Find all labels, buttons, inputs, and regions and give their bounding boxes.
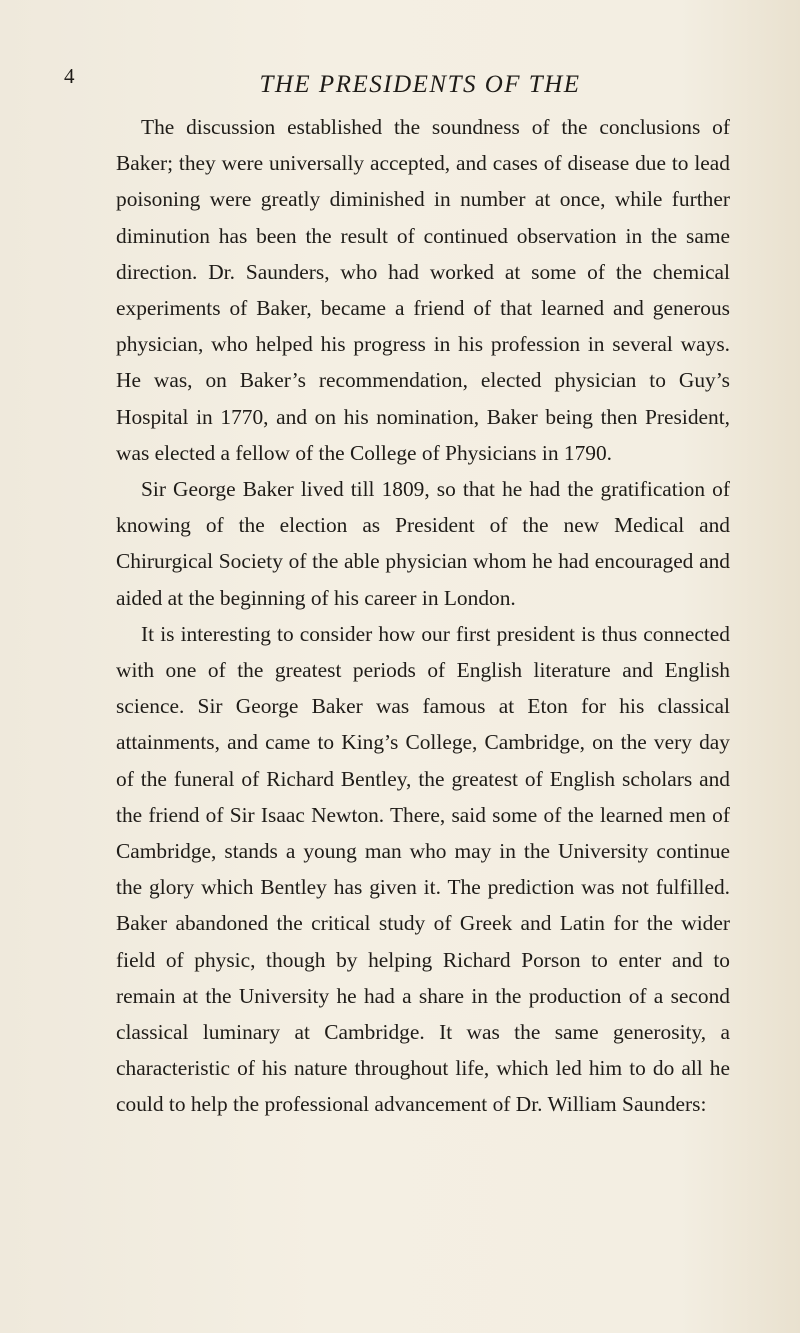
paragraph-2: Sir George Baker lived till 1809, so that he had the gratification of knowing of the election as President of the new Medical and Chirurgical Society of the able physician whom he had encouraged and aided at the beginning of his career in London. [116,477,730,610]
paragraph-1: The discussion established the soundness of the conclusions of Baker; they were universally accepted, and cases of disease due to lead poisoning were greatly diminished in number at once, while further diminution has been the result of continued observation in the same direction. Dr. Saunders, who had worked at some of the chemical experiments of Baker, became a friend of that learned and generous physician, who helped his progress in his profession in several ways. He was, on Baker’s recommendation, elected physician to Guy’s Hospital in 1770, and on his nomination, Baker being then President, was elected a fellow of the College of Physicians in 1790. [116,115,730,465]
page-number: 4 [64,64,75,88]
body-text [116,109,730,1123]
running-head: THE PRESIDENTS OF THE [259,71,581,98]
paragraph-3: It is interesting to consider how our first president is thus connected with one of the greatest periods of English literature and English science. Sir George Baker was famous at Eton for his classical attainments, and came to King’s College, Cambridge, on the very day of the funeral of Richard Bentley, the greatest of English scholars and the friend of Sir Isaac Newton. There, said some of the learned men of Cambridge, stands a young man who may in the University continue the glory which Bentley has given it. The prediction was not fulfilled. Baker abandoned the critical study of Greek and Latin for the wider field of physic, though by helping Richard Porson to enter and to remain at the University he had a share in the production of a second classical luminary at Cambridge. It was the same generosity, a characteristic of his nature throughout life, which led him to do all he could to help the professional advancement of Dr. William Saunders: [116,621,730,1117]
